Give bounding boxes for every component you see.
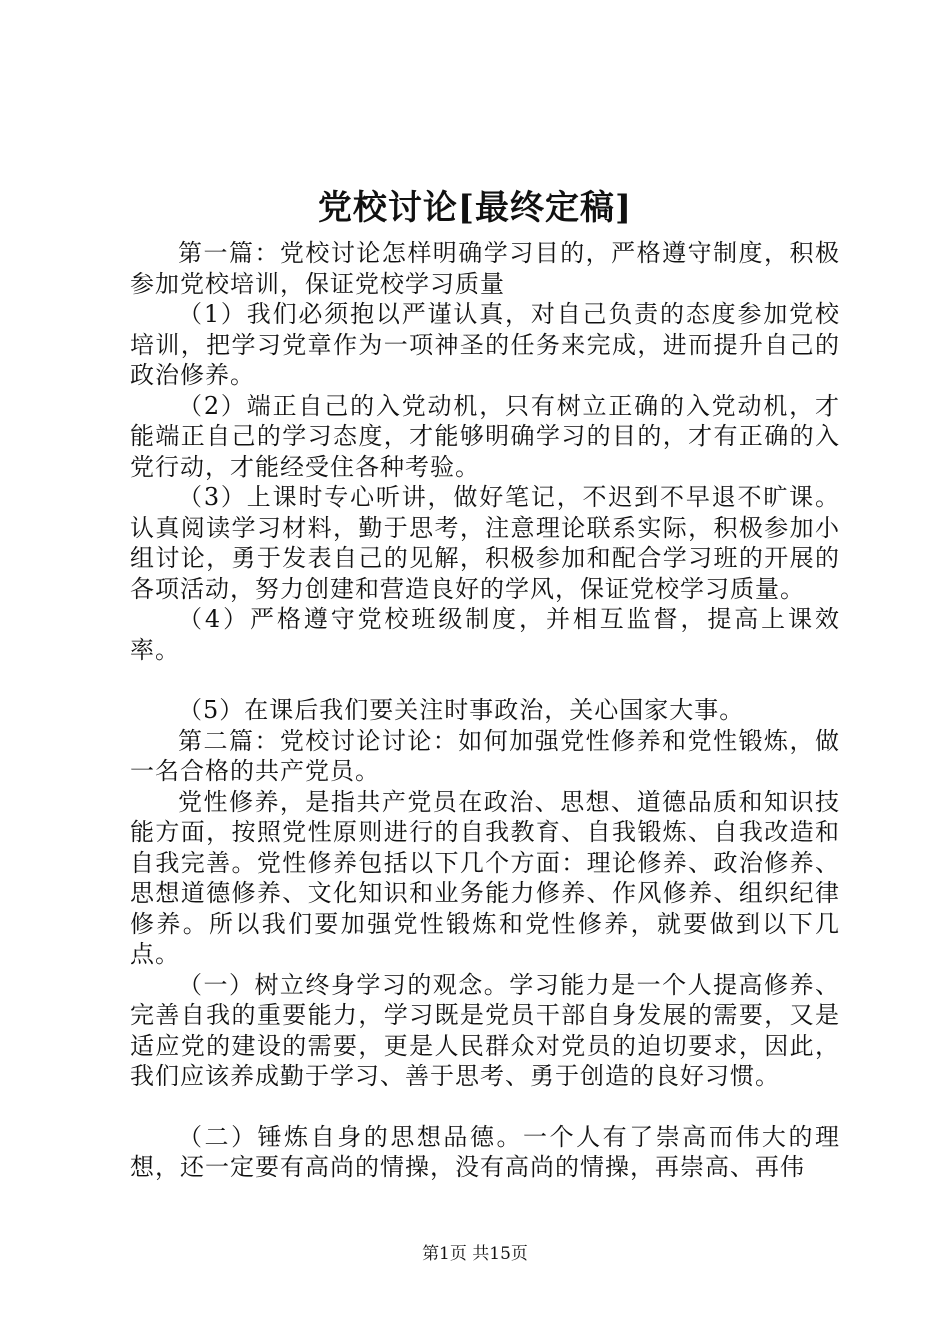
paragraph-part2-heading: 第二篇：党校讨论讨论：如何加强党性修养和党性锻炼，做一名合格的共产党员。 bbox=[130, 726, 840, 785]
paragraph-item-3: （3）上课时专心听讲，做好笔记，不迟到不早退不旷课。认真阅读学习材料，勤于思考，注意理论联系实际，积极参加小组讨论，勇于发表自己的见解，积极参加和配合学习班的开展的各项活动，努力创建和营造良好的学风，保证党校学习质量。 bbox=[130, 483, 840, 603]
paragraph-point-one: （一）树立终身学习的观念。学习能力是一个人提高修养、完善自我的重要能力，学习既是党员干部自身发展的需要，又是适应党的建设的需要，更是人民群众对党员的迫切要求，因此，我们应该养成勤于学习、善于思考、勇于创造的良好习惯。 bbox=[130, 970, 840, 1090]
paragraph-point-two: （二）锤炼自身的思想品德。一个人有了崇高而伟大的理想，还一定要有高尚的情操，没有高尚的情操，再崇高、再伟 bbox=[130, 1122, 840, 1181]
document-body bbox=[130, 238, 840, 1183]
document-title: 党校讨论[最终定稿] bbox=[317, 188, 633, 228]
paragraph-part1-heading: 第一篇：党校讨论怎样明确学习目的，严格遵守制度，积极参加党校培训，保证党校学习质量 bbox=[130, 239, 840, 298]
paragraph-item-2: （2）端正自己的入党动机，只有树立正确的入党动机，才能端正自己的学习态度，才能够明确学习的目的，才有正确的入党行动，才能经受住各种考验。 bbox=[130, 391, 840, 481]
paragraph-item-1: （1）我们必须抱以严谨认真，对自己负责的态度参加党校培训，把学习党章作为一项神圣的任务来完成，进而提升自己的政治修养。 bbox=[130, 300, 840, 389]
page-footer bbox=[0, 1242, 950, 1266]
page-number-label: 第1页 共15页 bbox=[422, 1244, 528, 1264]
paragraph-item-5: （5）在课后我们要关注时事政治，关心国家大事。 bbox=[178, 696, 745, 724]
paragraph-party-cultivation: 党性修养，是指共产党员在政治、思想、道德品质和知识技能方面，按照党性原则进行的自我教育、自我锻炼、自我改造和自我完善。党性修养包括以下几个方面：理论修养、政治修养、思想道德修养、文化知识和业务能力修养、作风修养、组织纪律修养。所以我们要加强党性锻炼和党性修养，就要做到以下几点。 bbox=[130, 787, 840, 968]
paragraph-item-4: （4）严格遵守党校班级制度，并相互监督，提高上课效率。 bbox=[130, 605, 840, 664]
